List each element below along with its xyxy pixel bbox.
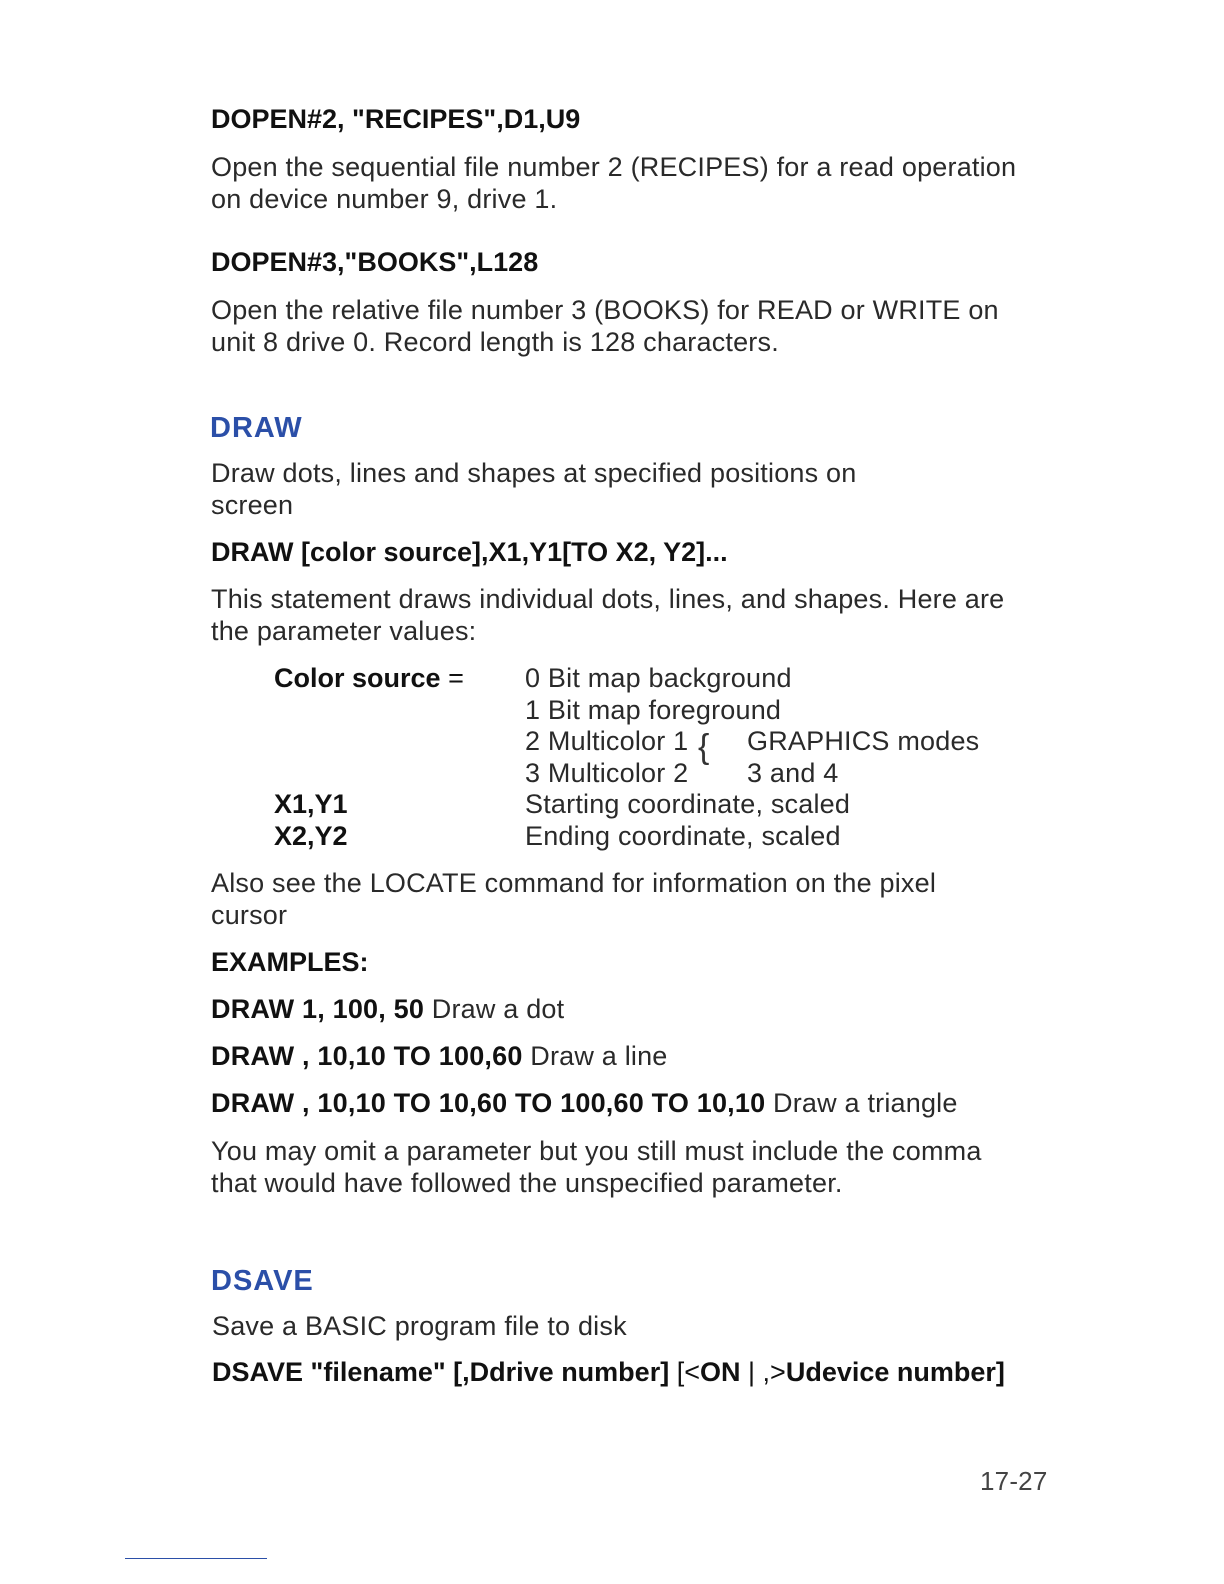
param-cs3: 3 Multicolor 2	[525, 758, 689, 788]
param-modes-line2: 3 and 4	[747, 758, 839, 788]
draw-summary-line1: Draw dots, lines and shapes at specified positions on	[211, 458, 857, 488]
draw-intro-line2: the parameter values:	[211, 616, 477, 646]
draw-syntax	[211, 537, 728, 568]
param-modes-line1: GRAPHICS modes	[747, 726, 980, 756]
dsave-syntax-part5: ,>	[762, 1357, 786, 1387]
param-x2y2-label: X2,Y2	[274, 821, 348, 851]
example-code: DRAW , 10,10 TO 10,60 TO 100,60 TO 10,10	[211, 1088, 766, 1118]
dopen-example1-desc-line2: on device number 9, drive 1.	[211, 184, 558, 214]
dsave-syntax-part2: [<	[676, 1357, 700, 1387]
draw-summary-line2: screen	[211, 490, 294, 520]
dsave-section-title: DSAVE	[211, 1265, 314, 1297]
example-row	[211, 1041, 668, 1072]
dsave-syntax-part6: Udevice number]	[785, 1357, 1005, 1387]
dopen-example2-desc-line1: Open the relative file number 3 (BOOKS) for READ or WRITE on	[211, 295, 999, 325]
draw-intro-line1: This statement draws individual dots, lines, and shapes. Here are	[211, 584, 1005, 614]
param-color-source-label	[274, 663, 464, 694]
draw-section-title: DRAW	[210, 412, 303, 444]
draw-note-line1: You may omit a parameter but you still must include the comma	[211, 1136, 982, 1166]
param-x1y1-label: X1,Y1	[274, 789, 348, 819]
example-row	[211, 994, 564, 1025]
bottom-divider	[125, 1558, 267, 1559]
dsave-summary: Save a BASIC program file to disk	[212, 1311, 627, 1341]
example-desc: Draw a triangle	[773, 1088, 958, 1118]
dsave-syntax-part1: DSAVE "filename" [,Ddrive number]	[212, 1357, 670, 1387]
examples-heading: EXAMPLES:	[211, 947, 369, 977]
draw-locate-line2: cursor	[211, 900, 288, 930]
draw-note-line2: that would have followed the unspecified parameter.	[211, 1168, 843, 1198]
draw-locate-line1: Also see the LOCATE command for information on the pixel	[211, 868, 937, 898]
example-row	[211, 1088, 958, 1119]
dopen-example2-code: DOPEN#3,"BOOKS",L128	[211, 247, 539, 277]
dsave-syntax-part4: |	[748, 1357, 756, 1387]
dopen-example1-desc-line1: Open the sequential file number 2 (RECIPES) for a read operation	[211, 152, 1017, 182]
dsave-syntax	[212, 1357, 1005, 1388]
param-cs1: 1 Bit map foreground	[525, 695, 782, 725]
param-cs0: 0 Bit map background	[525, 663, 792, 693]
multicolor-brace-icon: {	[698, 728, 710, 766]
param-x1y1-desc: Starting coordinate, scaled	[525, 789, 851, 819]
example-code: DRAW 1, 100, 50	[211, 994, 425, 1024]
draw-syntax-args: [color source],X1,Y1[TO X2, Y2]...	[301, 537, 728, 567]
example-desc: Draw a line	[530, 1041, 668, 1071]
page-number: 17-27	[980, 1466, 1048, 1496]
dopen-example2-desc-line2: unit 8 drive 0. Record length is 128 characters.	[211, 327, 779, 357]
param-x2y2-desc: Ending coordinate, scaled	[525, 821, 841, 851]
draw-syntax-cmd: DRAW	[211, 537, 294, 567]
example-desc: Draw a dot	[431, 994, 565, 1024]
color-source-label-text: Color source	[274, 663, 441, 693]
dsave-syntax-part3: ON	[700, 1357, 741, 1387]
dopen-example1-code: DOPEN#2, "RECIPES",D1,U9	[211, 104, 581, 134]
param-cs2: 2 Multicolor 1	[525, 726, 689, 756]
color-source-equals: =	[448, 663, 464, 693]
example-code: DRAW , 10,10 TO 100,60	[211, 1041, 523, 1071]
